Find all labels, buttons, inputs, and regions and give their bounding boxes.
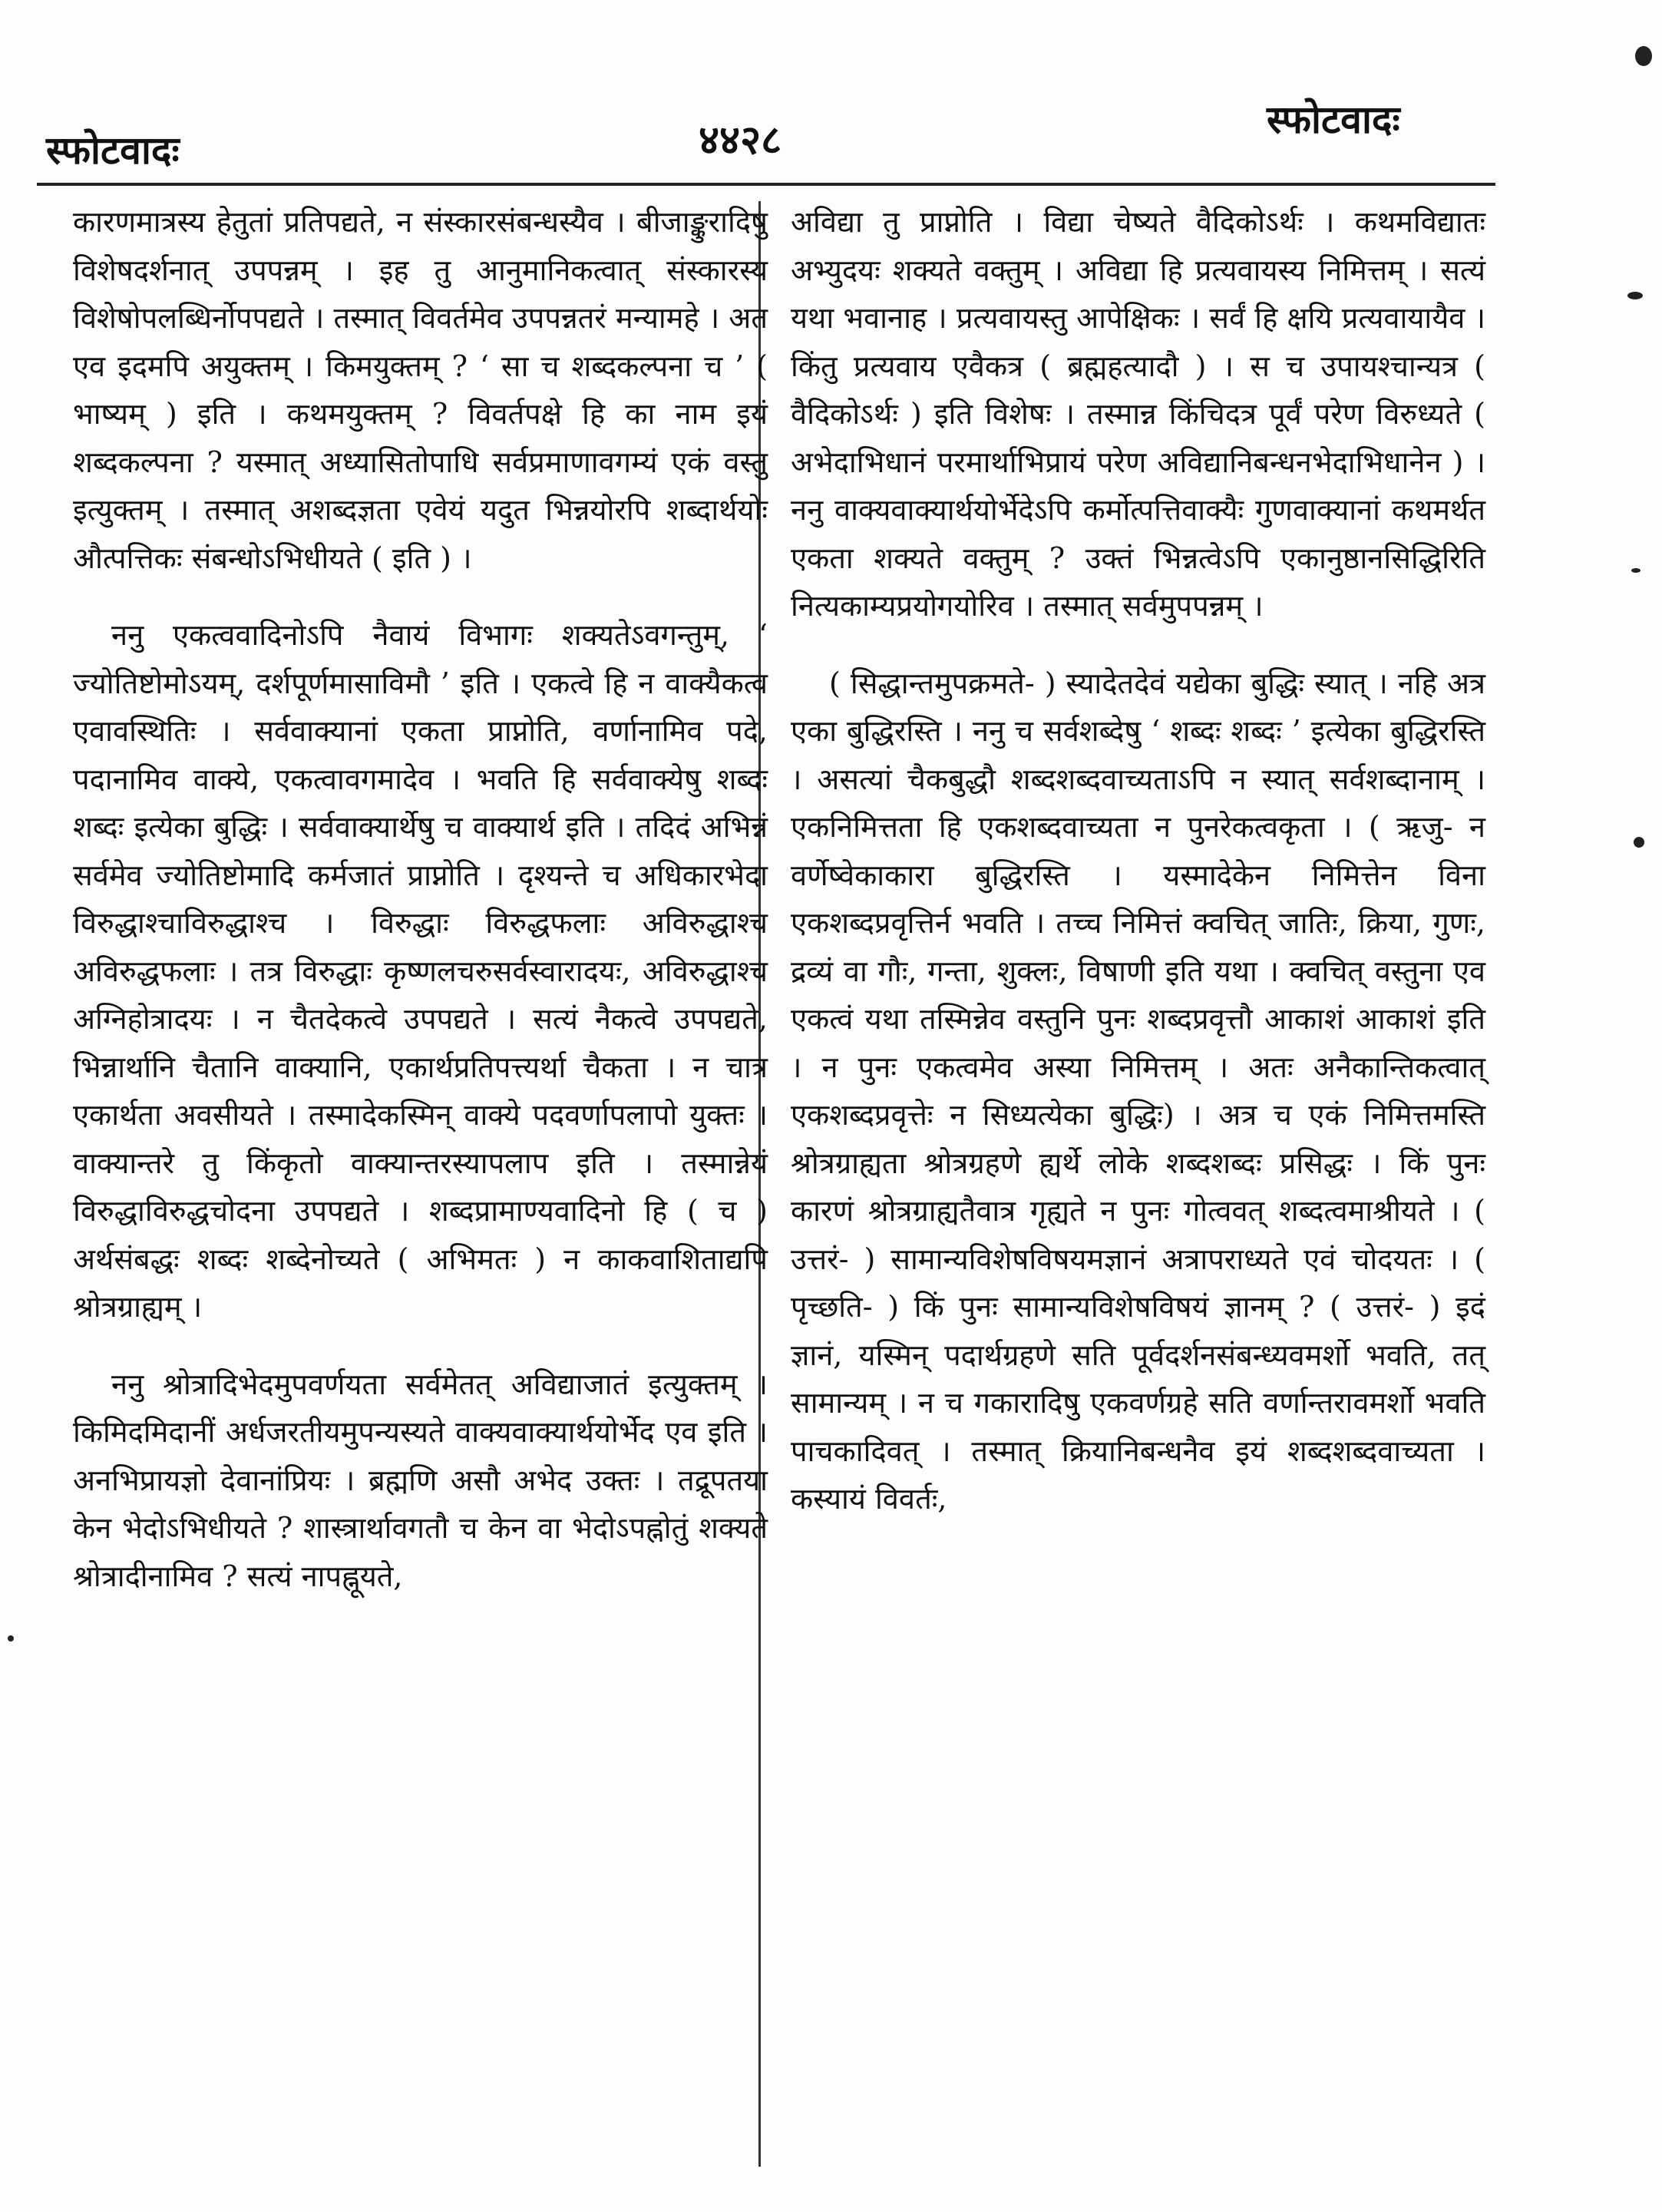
scan-speck	[1631, 568, 1641, 573]
right-paragraph-2: ( सिद्धान्तमुपक्रमते- ) स्यादेतदेवं यद्येका बुद्धिः स्यात् । नहि अत्र एका बुद्धिरस्ति । ननु च सर्वशब्देषु ‘ शब्दः शब्दः ’ इत्येका बुद्धिरस्ति । असत्यां चैकबुद्धौ शब्दशब्दवाच्यताऽपि न स्यात् सर्वशब्दानाम् । एकनिमित्तता हि एकशब्दवाच्यता न पुनरेकत्वकृता । ( ऋजु- न वर्णेष्वेकाकारा बुद्धिरस्ति । यस्मादेकेन निमित्तेन विना एकशब्दप्रवृत्तिर्न भवति । तच्च निमित्तं क्वचित् जातिः, क्रिया, गुणः, द्रव्यं वा गौः, गन्ता, शुक्लः, विषाणी इति यथा । क्वचित् वस्तुना एव एकत्वं यथा तस्मिन्नेव वस्तुनि पुनः शब्दप्रवृत्तौ आकाशं आकाशं इति । न पुनः एकत्वमेव अस्या निमित्तम् । अतः अनैकान्तिकत्वात् एकशब्दप्रवृत्तेः न सिध्यत्येका बुद्धिः) । अत्र च एकं निमित्तमस्ति श्रोत्रग्राह्यता श्रोत्रग्रहणे ह्यर्थे लोके शब्दशब्दः प्रसिद्धः । किं पुनः कारणं श्रोत्रग्राह्यतैवात्र गृह्यते न पुनः गोत्ववत् शब्दत्वमाश्रीयते । ( उत्तरं- ) सामान्यविशेषविषयमज्ञानं अत्रापराध्यते एवं चोदयतः । ( पृच्छति- ) किं पुनः सामान्यविशेषविषयं ज्ञानम् ? ( उत्तरं- ) इदं ज्ञानं, यस्मिन् पदार्थग्रहणे सति पूर्वदर्शनसंबन्ध्यवमर्शो भवति, तत् सामान्यम् । न च गकारादिषु एकवर्णग्रहे सति वर्णान्तरावमर्शो भवति पाचकादिवत् । तस्मात् क्रियानिबन्धनैव इयं शब्दशब्दवाच्यता । कस्यायं विवर्तः,	[791, 666, 1485, 1516]
scan-speck	[1635, 46, 1652, 66]
left-paragraph-2: ननु एकत्ववादिनोऽपि नैवायं विभागः शक्यतेऽवगन्तुम्, ‘ ज्योतिष्टोमोऽयम्, दर्शपूर्णमासाविमौ ’ इति । एकत्वे हि न वाक्यैकत्व एवावस्थितिः । सर्ववाक्यानां एकता प्राप्नोति, वर्णानामिव पदे, पदानामिव वाक्ये, एकत्वावगमादेव । भवति हि सर्ववाक्येषु शब्दः शब्दः इत्येका बुद्धिः । सर्ववाक्यार्थेषु च वाक्यार्थ इति । तदिदं अभिन्नं सर्वमेव ज्योतिष्टोमादि कर्मजातं प्राप्नोति । दृश्यन्ते च अधिकारभेदा विरुद्धाश्चाविरुद्धाश्च । विरुद्धाः विरुद्धफलाः अविरुद्धाश्च अविरुद्धफलाः । तत्र विरुद्धाः कृष्णलचरुसर्वस्वारादयः, अविरुद्धाश्च अग्निहोत्रादयः । न चैतदेकत्वे उपपद्यते । सत्यं नैकत्वे उपपद्यते, भिन्नार्थानि चैतानि वाक्यानि, एकार्थप्रतिपत्त्यर्था चैकता । न चात्र एकार्थता अवसीयते । तस्मादेकस्मिन् वाक्ये पदवर्णापलापो युक्तः । वाक्यान्तरे तु किंकृतो वाक्यान्तरस्यापलाप इति । तस्मान्नेयं विरुद्धाविरुद्धचोदना उपपद्यते । शब्दप्रामाण्यवादिनो हि ( च ) अर्थसंबद्धः शब्दः शब्देनोच्यते ( अभिमतः ) न काकवाशिताद्यपि श्रोत्रग्राह्यम् ।	[73, 618, 768, 1324]
scan-speck	[1634, 837, 1644, 848]
left-column	[73, 198, 768, 1600]
running-header-left: स्फोटवादः	[46, 127, 180, 173]
header-rule	[37, 183, 1495, 186]
running-header-right: स्फोटवादः	[1267, 97, 1400, 142]
right-paragraph-1: अविद्या तु प्राप्नोति । विद्या चेष्यते वैदिकोऽर्थः । कथमविद्यातः अभ्युदयः शक्यते वक्तुम् । अविद्या हि प्रत्यवायस्य निमित्तम् । सत्यं यथा भवानाह । प्रत्यवायस्तु आपेक्षिकः । सर्वं हि क्षयि प्रत्यवायायैव । किंतु प्रत्यवाय एवैकत्र ( ब्रह्महत्यादौ ) । स च उपायश्चान्यत्र ( वैदिकोऽर्थः ) इति विशेषः । तस्मान्न किंचिदत्र पूर्वं परेण विरुध्यते ( अभेदाभिधानं परमार्थाभिप्रायं परेण अविद्यानिबन्धनभेदाभिधानेन ) । ननु वाक्यवाक्यार्थयोर्भेदेऽपि कर्मोत्पत्तिवाक्यैः गुणवाक्यानां कथमर्थत एकता शक्यते वक्तुम् ? उक्तं भिन्नत्वेऽपि एकानुष्ठानसिद्धिरिति नित्यकाम्यप्रयोगयोरिव । तस्मात् सर्वमुपपन्नम् ।	[791, 205, 1485, 623]
scan-speck	[1627, 292, 1643, 299]
right-column	[791, 198, 1485, 1523]
left-paragraph-3: ननु श्रोत्रादिभेदमुपवर्णयता सर्वमेतत् अविद्याजातं इत्युक्तम् । किमिदमिदानीं अर्धजरतीयमुपन्यस्यते वाक्यवाक्यार्थयोर्भेद एव इति । अनभिप्रायज्ञो देवानांप्रियः । ब्रह्मणि असौ अभेद उक्तः । तद्रूपतया केन भेदोऽभिधीयते ? शास्त्रार्थावगतौ च केन वा भेदोऽपह्नोतुं शक्यते श्रोत्रादीनामिव ? सत्यं नापह्नूयते,	[73, 1367, 768, 1593]
scan-speck	[8, 1635, 14, 1642]
page-number: ४४२८	[699, 117, 782, 164]
left-paragraph-1: कारणमात्रस्य हेतुतां प्रतिपद्यते, न संस्कारसंबन्धस्यैव । बीजाङ्कुरादिषु विशेषदर्शनात् उपपन्नम् । इह तु आनुमानिकत्वात् संस्कारस्य विशेषोपलब्धिर्नोपपद्यते । तस्मात् विवर्तमेव उपपन्नतरं मन्यामहे । अत एव इदमपि अयुक्तम् । किमयुक्तम् ? ‘ सा च शब्दकल्पना च ’ ( भाष्यम् ) इति । कथमयुक्तम् ? विवर्तपक्षे हि का नाम इयं शब्दकल्पना ? यस्मात् अध्यासितोपाधि सर्वप्रमाणावगम्यं एकं वस्तु इत्युक्तम् । तस्मात् अशब्दज्ञता एवेयं यदुत भिन्नयोरपि शब्दार्थयोः औत्पत्तिकः संबन्धोऽभिधीयते ( इति ) ।	[73, 205, 768, 575]
